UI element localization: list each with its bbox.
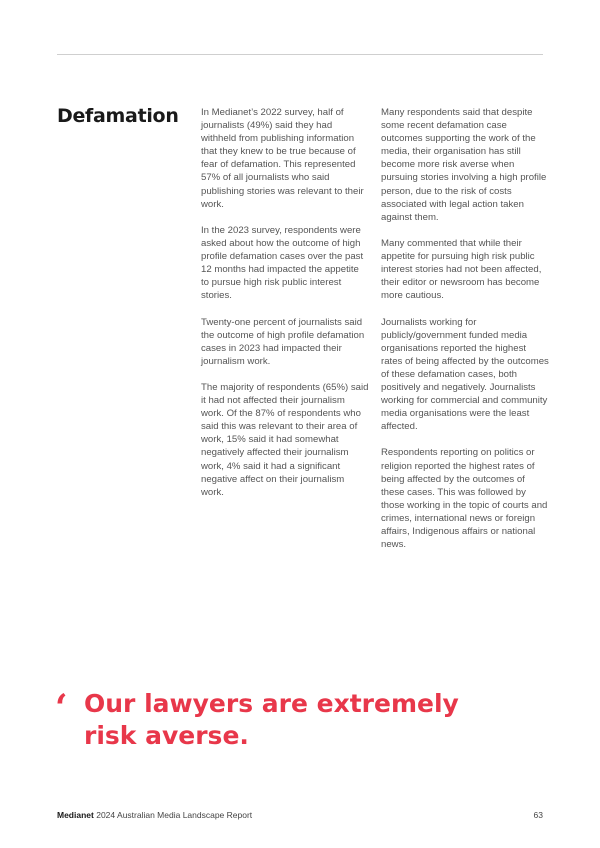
footer-brand: Medianet: [57, 810, 94, 820]
quote-mark-icon: ‘: [55, 687, 68, 729]
body-column-right: [381, 106, 549, 564]
body-column-left: [201, 106, 369, 512]
body-paragraph: Journalists working for publicly/government funded media organisations reported the highest rates of being affected by the outcomes of these defamation cases, both positively and negatively. Journalists working for commercial and community media organisations were the least affected.: [381, 316, 549, 433]
body-paragraph: In Medianet’s 2022 survey, half of journalists (49%) said they had withheld from publishing information that they knew to be true because of fear of defamation. This represented 57% of all journalists who said publishing stories was relevant to their work.: [201, 107, 364, 210]
pull-quote-text: Our lawyers are extremely risk averse.: [84, 689, 459, 750]
section-heading: Defamation: [57, 105, 179, 127]
body-paragraph: Respondents reporting on politics or religion reported the highest rates of being affected by the outcomes of these cases. This was followed by those working in the topic of courts and crimes, international news or foreign affairs, Indigenous affairs or national news.: [381, 447, 548, 551]
body-paragraph: Twenty-one percent of journalists said the outcome of high profile defamation cases in 2023 had impacted their journalism work.: [201, 316, 365, 367]
footer-title: 2024 Australian Media Landscape Report: [96, 810, 253, 820]
body-paragraph: In the 2023 survey, respondents were asked about how the outcome of high profile defamation cases over the past 12 months had impacted the appetite to pursue high risk public interest stories.: [201, 224, 364, 302]
top-divider: [57, 54, 543, 55]
body-paragraph: The majority of respondents (65%) said it had not affected their journalism work. Of the 87% of respondents who said this was relevant to their area of work, 15% said it had somewhat negatively affected their journalism work, 4% said it had a significant negative affect on their journalism work.: [201, 381, 369, 498]
footer: [57, 810, 252, 820]
body-paragraph: Many respondents said that despite some recent defamation case outcomes supporting the work of the media, their organisation has still become more risk averse when pursuing stories involving a high profile person, due to the risk of costs associated with legal action taken against them.: [381, 107, 547, 223]
body-paragraph: Many commented that while their appetite for pursuing high risk public interest stories had not been affected, their editor or newsroom has become more cautious.: [381, 237, 542, 302]
page-number: 63: [533, 810, 543, 820]
